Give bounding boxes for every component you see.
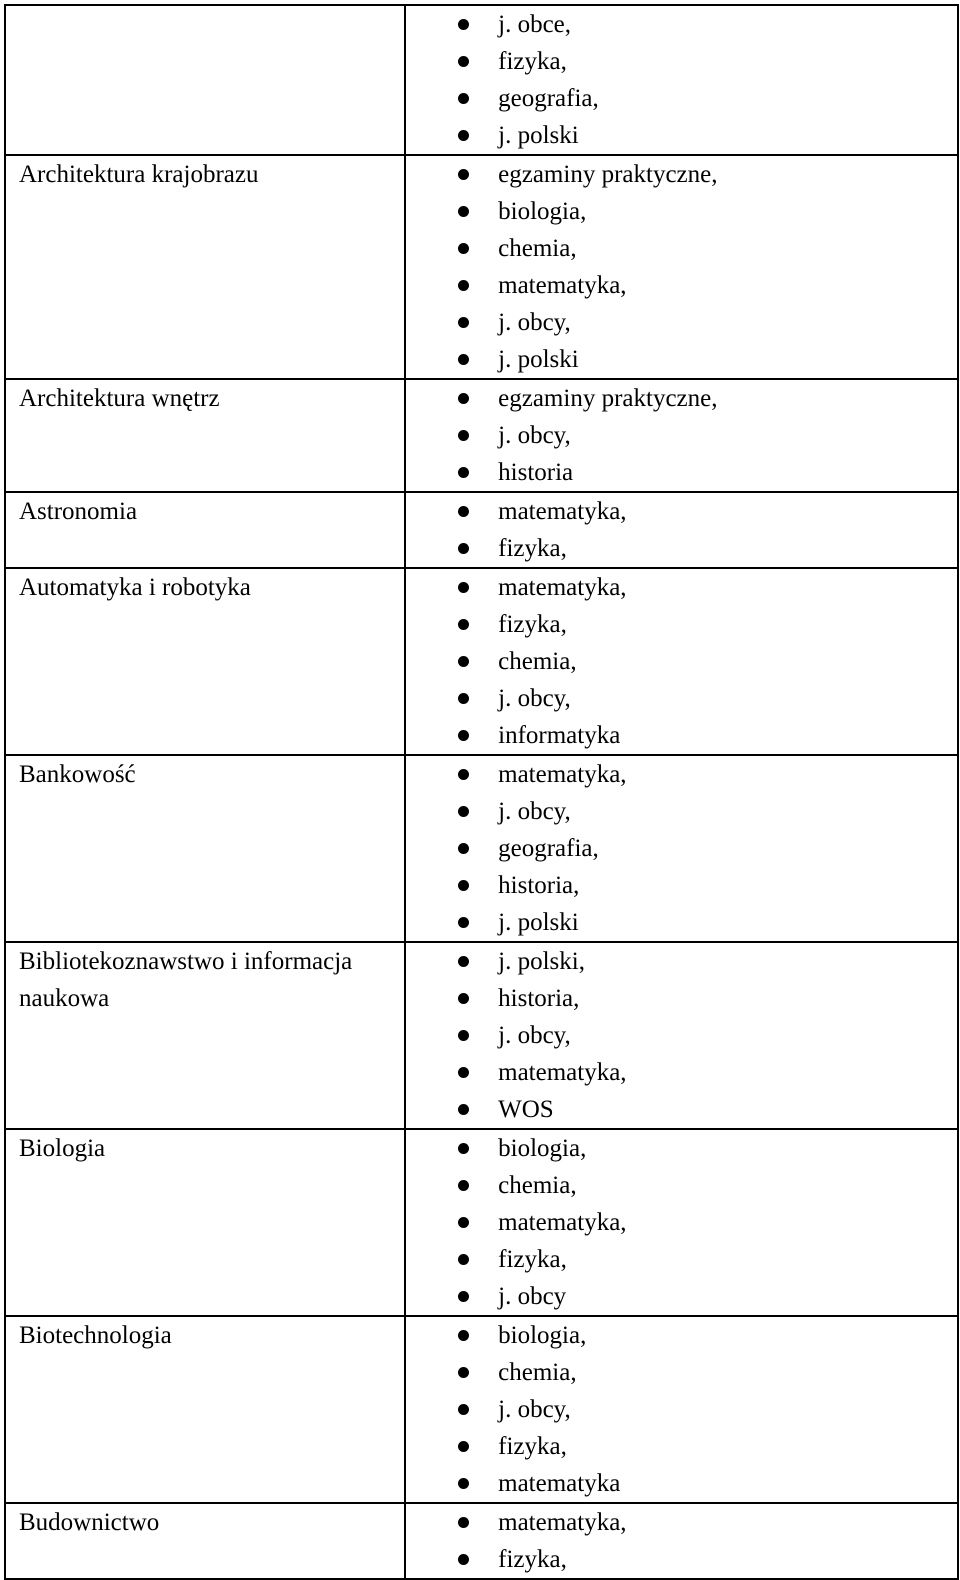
subject-list-item [406,1465,957,1502]
subject-label: j. obcy, [498,1396,571,1423]
subject-list [406,756,957,941]
subject-list-item [406,341,957,378]
subject-list-item [406,867,957,904]
bullet-icon [458,769,469,780]
subject-label: fizyka, [498,535,567,562]
major-name: Bibliotekoznawstwo i informacja naukowa [19,948,353,1012]
subject-list-item [406,1428,957,1465]
subject-label: j. obce, [498,11,572,38]
subject-label: biologia, [498,1135,587,1162]
table-row [5,755,958,942]
subject-list-item [406,493,957,530]
subject-label: matematyka, [498,574,627,601]
subject-list-item [406,643,957,680]
bullet-icon [458,543,469,554]
subjects-cell [405,155,958,379]
subject-label: historia, [498,985,580,1012]
bullet-icon [458,1478,469,1489]
subject-label: j. obcy [498,1283,567,1310]
bullet-icon [458,582,469,593]
subject-list [406,156,957,378]
subject-label: j. obcy, [498,309,571,336]
subject-list-item [406,1204,957,1241]
subject-list-item [406,530,957,567]
subject-list-item [406,1391,957,1428]
bullet-icon [458,317,469,328]
subject-label: geografia, [498,835,599,862]
table-body [5,5,958,1579]
bullet-icon [458,1330,469,1341]
subject-label: matematyka, [498,1059,627,1086]
bullet-icon [458,19,469,30]
bullet-icon [458,1517,469,1528]
subject-list-item [406,80,957,117]
bullet-icon [458,1367,469,1378]
subject-list-item [406,454,957,491]
major-name: Astronomia [19,498,138,525]
bullet-icon [458,1067,469,1078]
bullet-icon [458,1217,469,1228]
subject-list [406,1130,957,1315]
subject-list [406,493,957,567]
subject-list-item [406,304,957,341]
subject-list-item [406,680,957,717]
subject-list-item [406,1354,957,1391]
subject-label: biologia, [498,1322,587,1349]
subject-list-item [406,156,957,193]
bullet-icon [458,206,469,217]
subject-label: matematyka, [498,272,627,299]
table-row [5,1129,958,1316]
subject-list-item [406,1278,957,1315]
subject-label: egzaminy praktyczne, [498,385,718,412]
subject-list-item [406,1017,957,1054]
bullet-icon [458,56,469,67]
subject-label: geografia, [498,85,599,112]
subject-label: biologia, [498,198,587,225]
major-cell [5,755,405,942]
subject-list-item [406,1317,957,1354]
major-cell [5,155,405,379]
bullet-icon [458,1104,469,1115]
subject-list [406,6,957,154]
bullet-icon [458,280,469,291]
bullet-icon [458,730,469,741]
subject-list-item [406,756,957,793]
subject-label: fizyka, [498,1433,567,1460]
major-cell [5,568,405,755]
subject-label: fizyka, [498,48,567,75]
subject-list-item [406,230,957,267]
bullet-icon [458,956,469,967]
table-row [5,5,958,155]
subject-label: matematyka, [498,1209,627,1236]
subject-list-item [406,569,957,606]
subject-list [406,1317,957,1502]
subjects-cell [405,942,958,1129]
bullet-icon [458,430,469,441]
major-name: Biotechnologia [19,1322,172,1349]
bullet-icon [458,130,469,141]
table-row [5,1316,958,1503]
bullet-icon [458,93,469,104]
major-name: Architektura wnętrz [19,385,220,412]
table-row [5,155,958,379]
bullet-icon [458,393,469,404]
table-row [5,1503,958,1579]
subject-label: egzaminy praktyczne, [498,161,718,188]
subject-label: matematyka, [498,761,627,788]
bullet-icon [458,354,469,365]
subject-list-item [406,1167,957,1204]
subject-label: fizyka, [498,1546,567,1573]
table-row [5,942,958,1129]
major-cell [5,1503,405,1579]
subject-list-item [406,6,957,43]
subject-label: j. polski [498,909,579,936]
bullet-icon [458,1143,469,1154]
subject-list-item [406,717,957,754]
subject-list-item [406,1504,957,1541]
bullet-icon [458,806,469,817]
subject-list-item [406,943,957,980]
bullet-icon [458,1291,469,1302]
subject-label: j. polski, [498,948,585,975]
subject-list-item [406,1241,957,1278]
major-name: Bankowość [19,761,136,788]
bullet-icon [458,1554,469,1565]
table-row [5,379,958,492]
subject-list [406,943,957,1128]
subjects-cell [405,755,958,942]
subject-label: j. obcy, [498,422,571,449]
bullet-icon [458,1180,469,1191]
subject-label: historia [498,459,574,486]
subject-label: chemia, [498,1172,577,1199]
subject-list-item [406,43,957,80]
subject-list-item [406,830,957,867]
subject-list-item [406,1541,957,1578]
subject-label: chemia, [498,648,577,675]
subjects-cell [405,1129,958,1316]
major-name: Architektura krajobrazu [19,161,259,188]
subject-label: matematyka, [498,498,627,525]
bullet-icon [458,1030,469,1041]
subject-list-item [406,117,957,154]
bullet-icon [458,506,469,517]
subject-label: j. obcy, [498,685,571,712]
subject-list-item [406,417,957,454]
subject-list [406,1504,957,1578]
bullet-icon [458,880,469,891]
major-name: Budownictwo [19,1509,160,1536]
subjects-cell [405,492,958,568]
subject-label: fizyka, [498,1246,567,1273]
table-row [5,492,958,568]
subjects-cell [405,1316,958,1503]
bullet-icon [458,993,469,1004]
major-cell [5,1129,405,1316]
subject-list-item [406,193,957,230]
subject-list [406,380,957,491]
bullet-icon [458,1254,469,1265]
subject-label: chemia, [498,235,577,262]
bullet-icon [458,843,469,854]
subject-label: fizyka, [498,611,567,638]
bullet-icon [458,467,469,478]
subject-list-item [406,380,957,417]
subject-label: informatyka [498,722,621,749]
subjects-cell [405,568,958,755]
bullet-icon [458,619,469,630]
subject-list-item [406,980,957,1017]
major-name: Biologia [19,1135,106,1162]
subject-label: WOS [498,1096,554,1123]
subject-list-item [406,1091,957,1128]
subject-label: matematyka, [498,1509,627,1536]
bullet-icon [458,1404,469,1415]
majors-subjects-table [4,4,959,1580]
major-cell [5,379,405,492]
bullet-icon [458,243,469,254]
major-cell [5,5,405,155]
subject-list-item [406,1130,957,1167]
subject-label: chemia, [498,1359,577,1386]
bullet-icon [458,656,469,667]
bullet-icon [458,1441,469,1452]
subject-label: j. obcy, [498,1022,571,1049]
subject-label: j. obcy, [498,798,571,825]
subject-label: j. polski [498,122,579,149]
major-cell [5,492,405,568]
subjects-cell [405,1503,958,1579]
bullet-icon [458,693,469,704]
table-row [5,568,958,755]
subjects-cell [405,379,958,492]
major-cell [5,1316,405,1503]
major-name: Automatyka i robotyka [19,574,251,601]
major-cell [5,942,405,1129]
subjects-cell [405,5,958,155]
subject-list-item [406,267,957,304]
bullet-icon [458,169,469,180]
subject-list-item [406,793,957,830]
subject-list [406,569,957,754]
subject-label: j. polski [498,346,579,373]
subject-list-item [406,1054,957,1091]
subject-list-item [406,904,957,941]
bullet-icon [458,917,469,928]
subject-label: matematyka [498,1470,621,1497]
subject-list-item [406,606,957,643]
subject-label: historia, [498,872,580,899]
